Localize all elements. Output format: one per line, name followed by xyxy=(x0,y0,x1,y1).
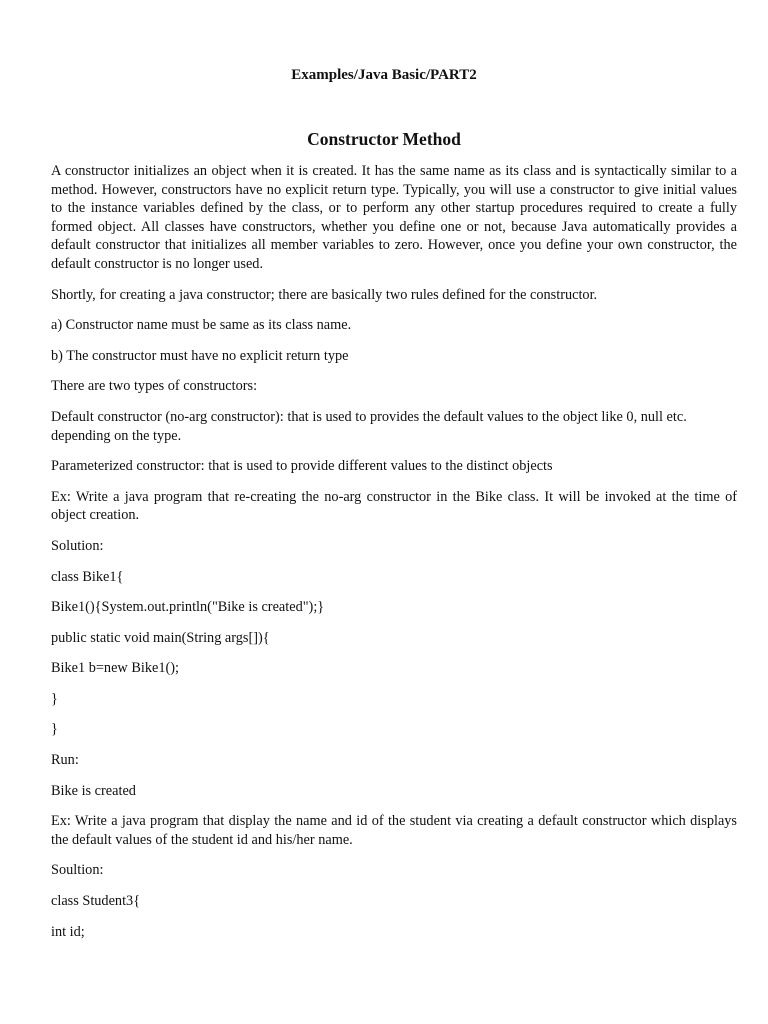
code-line: class Student3{ xyxy=(51,893,141,910)
page-header: Examples/Java Basic/PART2 xyxy=(291,67,477,83)
types-intro-paragraph: There are two types of constructors: xyxy=(51,378,258,395)
rules-intro-paragraph: Shortly, for creating a java constructor; there are basically two rules defined for the constructor. xyxy=(51,286,598,303)
default-constructor-paragraph: Default constructor (no-arg constructor): that is used to provides the default values to the object like 0, null etc. depending on the type. xyxy=(51,408,687,444)
example-2-paragraph: Ex: Write a java program that display the name and id of the student via creating a default constructor which displays the default values of the student id and his/her name. xyxy=(51,813,737,848)
code-line: } xyxy=(51,690,58,707)
run-label: Run: xyxy=(51,752,79,769)
code-line: } xyxy=(51,721,58,738)
code-line: int id; xyxy=(51,923,85,940)
example-1-paragraph: Ex: Write a java program that re-creating the no-arg constructor in the Bike class. It will be invoked at the time of object creation. xyxy=(51,488,737,524)
code-line: Bike1 b=new Bike1(); xyxy=(51,660,179,677)
intro-paragraph: A constructor initializes an object when it is created. It has the same name as its class and is syntactically similar to a method. However, constructors have no explicit return type. Typically, you will use a constructor to give initial values to the instance variables defined by the class, or to perform any other startup procedures required to create a fully formed object. All classes have constructors, whether you define one or not, because Java automatically provides a default constructor that initializes all member variables to zero. However, once you define your own constructor, the default constructor is no longer used. xyxy=(51,163,737,272)
section-title: Constructor Method xyxy=(307,129,461,149)
code-line: public static void main(String args[]){ xyxy=(51,629,270,646)
rule-b-paragraph: b) The constructor must have no explicit return type xyxy=(51,347,349,364)
document-body xyxy=(51,162,737,953)
rule-a-paragraph: a) Constructor name must be same as its class name. xyxy=(51,317,352,334)
run-output: Bike is created xyxy=(51,782,136,799)
code-line: class Bike1{ xyxy=(51,568,124,585)
solution-1-label: Solution: xyxy=(51,537,104,554)
solution-2-label: Soultion: xyxy=(51,862,104,879)
parameterized-constructor-paragraph: Parameterized constructor: that is used to provide different values to the distinct objects xyxy=(51,458,553,475)
code-line: Bike1(){System.out.println("Bike is created");} xyxy=(51,599,325,616)
